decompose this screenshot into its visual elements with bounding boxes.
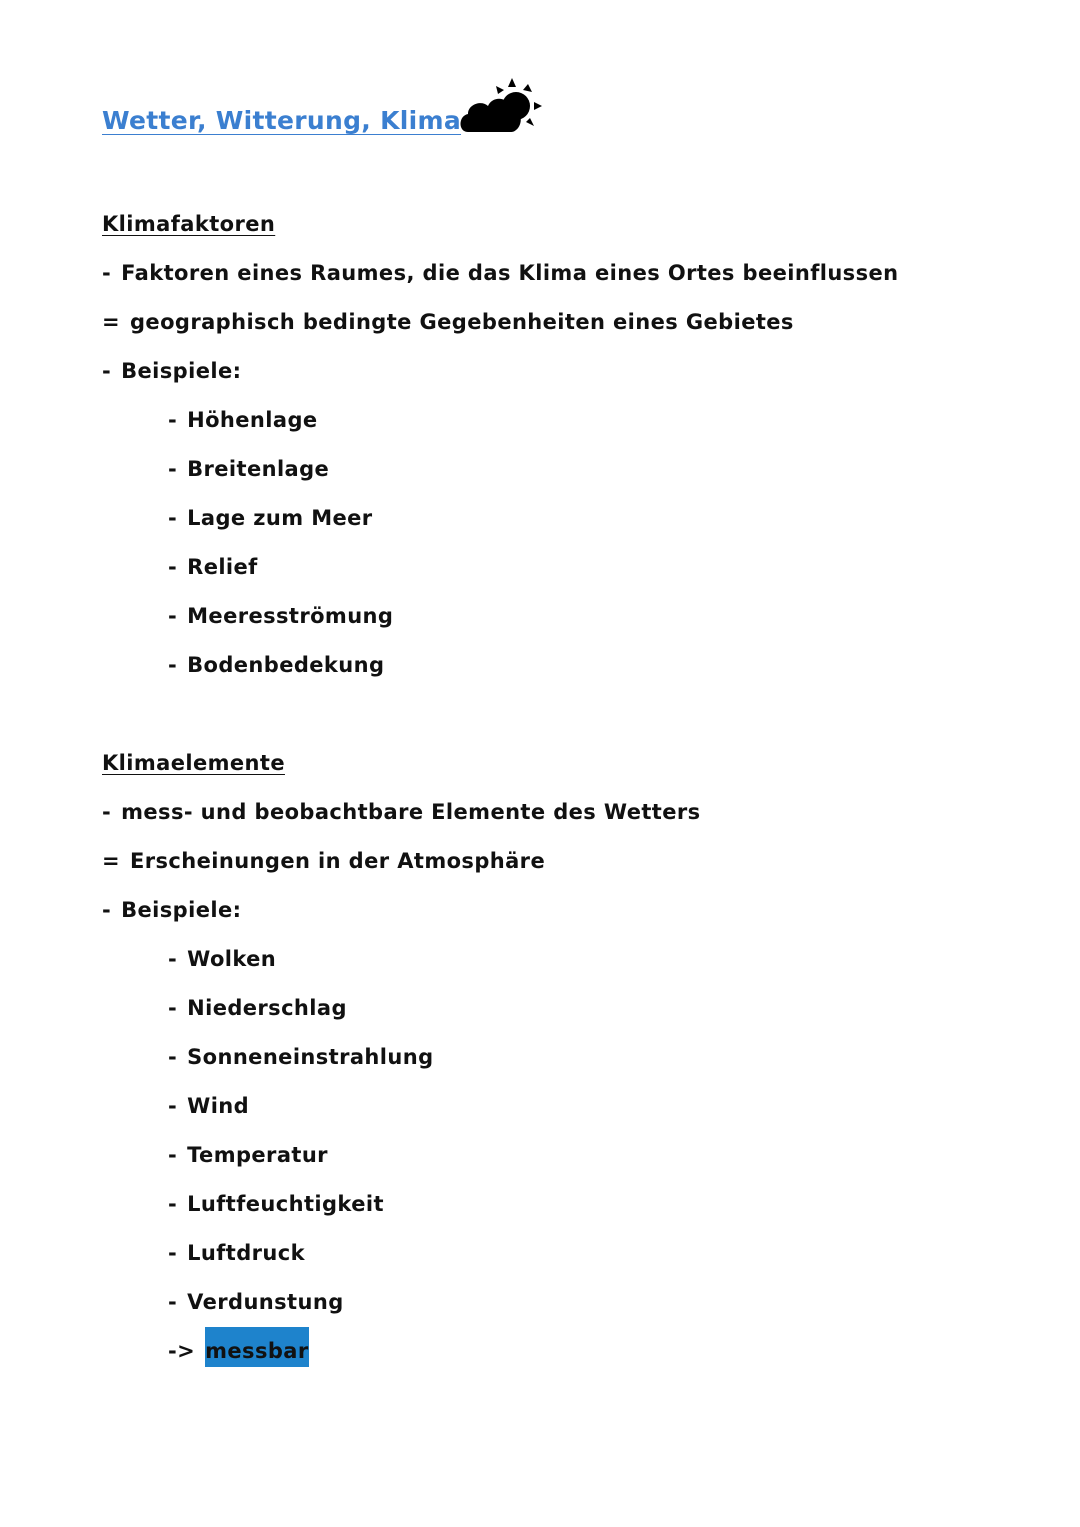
examples-label: Beispiele:	[121, 898, 242, 922]
list-item-text: Breitenlage	[187, 457, 330, 481]
list-bullet: -	[168, 408, 178, 432]
examples-label: Beispiele:	[121, 359, 242, 383]
definition-text: Faktoren eines Raumes, die das Klima eines Ortes beeinflussen	[121, 261, 899, 285]
examples-label-line	[102, 896, 241, 924]
list-item	[168, 1141, 328, 1169]
section-heading-klimafaktoren: Klimafaktoren	[102, 212, 276, 236]
list-bullet: -	[168, 506, 178, 530]
cloud-sun-icon	[460, 78, 544, 138]
list-item-text: Lage zum Meer	[187, 506, 373, 530]
list-item	[168, 504, 373, 532]
definition-line	[102, 259, 898, 287]
list-item-text: Luftfeuchtigkeit	[187, 1192, 384, 1216]
section-heading-klimaelemente: Klimaelemente	[102, 751, 285, 775]
definition-text: mess- und beobachtbare Elemente des Wetters	[121, 800, 701, 824]
examples-label-line	[102, 357, 241, 385]
list-item-text: Relief	[187, 555, 258, 579]
list-item-text: Temperatur	[187, 1143, 328, 1167]
list-bullet: -	[168, 1143, 178, 1167]
list-bullet: -	[168, 1094, 178, 1118]
list-item	[168, 1190, 384, 1218]
list-bullet: -	[168, 604, 178, 628]
arrow-marker: ->	[168, 1339, 196, 1363]
page-title: Wetter, Witterung, Klima	[102, 106, 462, 135]
list-item-text: Meeresströmung	[187, 604, 394, 628]
dash-marker: -	[102, 898, 112, 922]
list-item-text: Höhenlage	[187, 408, 318, 432]
dash-marker: -	[102, 359, 112, 383]
dash-marker: -	[102, 800, 112, 824]
list-bullet: -	[168, 1192, 178, 1216]
list-item	[168, 651, 384, 679]
list-bullet: -	[168, 947, 178, 971]
list-item-text: Luftdruck	[187, 1241, 305, 1265]
list-item	[168, 994, 347, 1022]
equals-line	[102, 308, 794, 336]
dash-marker: -	[102, 261, 112, 285]
highlighted-conclusion: messbar	[205, 1327, 308, 1367]
equals-line	[102, 847, 545, 875]
equals-marker: =	[102, 849, 120, 873]
list-bullet: -	[168, 457, 178, 481]
list-bullet: -	[168, 1241, 178, 1265]
list-item-text: Bodenbedekung	[187, 653, 385, 677]
list-item	[168, 553, 258, 581]
conclusion-line	[168, 1337, 309, 1365]
list-item-text: Wolken	[187, 947, 277, 971]
list-item-text: Wind	[187, 1094, 250, 1118]
title-row	[102, 96, 702, 156]
list-item-text: Sonneneinstrahlung	[187, 1045, 434, 1069]
list-item	[168, 1239, 305, 1267]
definition-line	[102, 798, 701, 826]
list-item-text: Verdunstung	[187, 1290, 344, 1314]
list-item	[168, 455, 329, 483]
list-item	[168, 945, 276, 973]
list-bullet: -	[168, 1290, 178, 1314]
list-bullet: -	[168, 1045, 178, 1069]
list-item	[168, 406, 318, 434]
list-bullet: -	[168, 555, 178, 579]
list-item	[168, 1288, 344, 1316]
list-item-text: Niederschlag	[187, 996, 347, 1020]
list-bullet: -	[168, 653, 178, 677]
list-bullet: -	[168, 996, 178, 1020]
equals-text: Erscheinungen in der Atmosphäre	[130, 849, 546, 873]
equals-marker: =	[102, 310, 120, 334]
list-item	[168, 602, 393, 630]
list-item	[168, 1043, 434, 1071]
equals-text: geographisch bedingte Gegebenheiten eines Gebietes	[130, 310, 794, 334]
list-item	[168, 1092, 249, 1120]
